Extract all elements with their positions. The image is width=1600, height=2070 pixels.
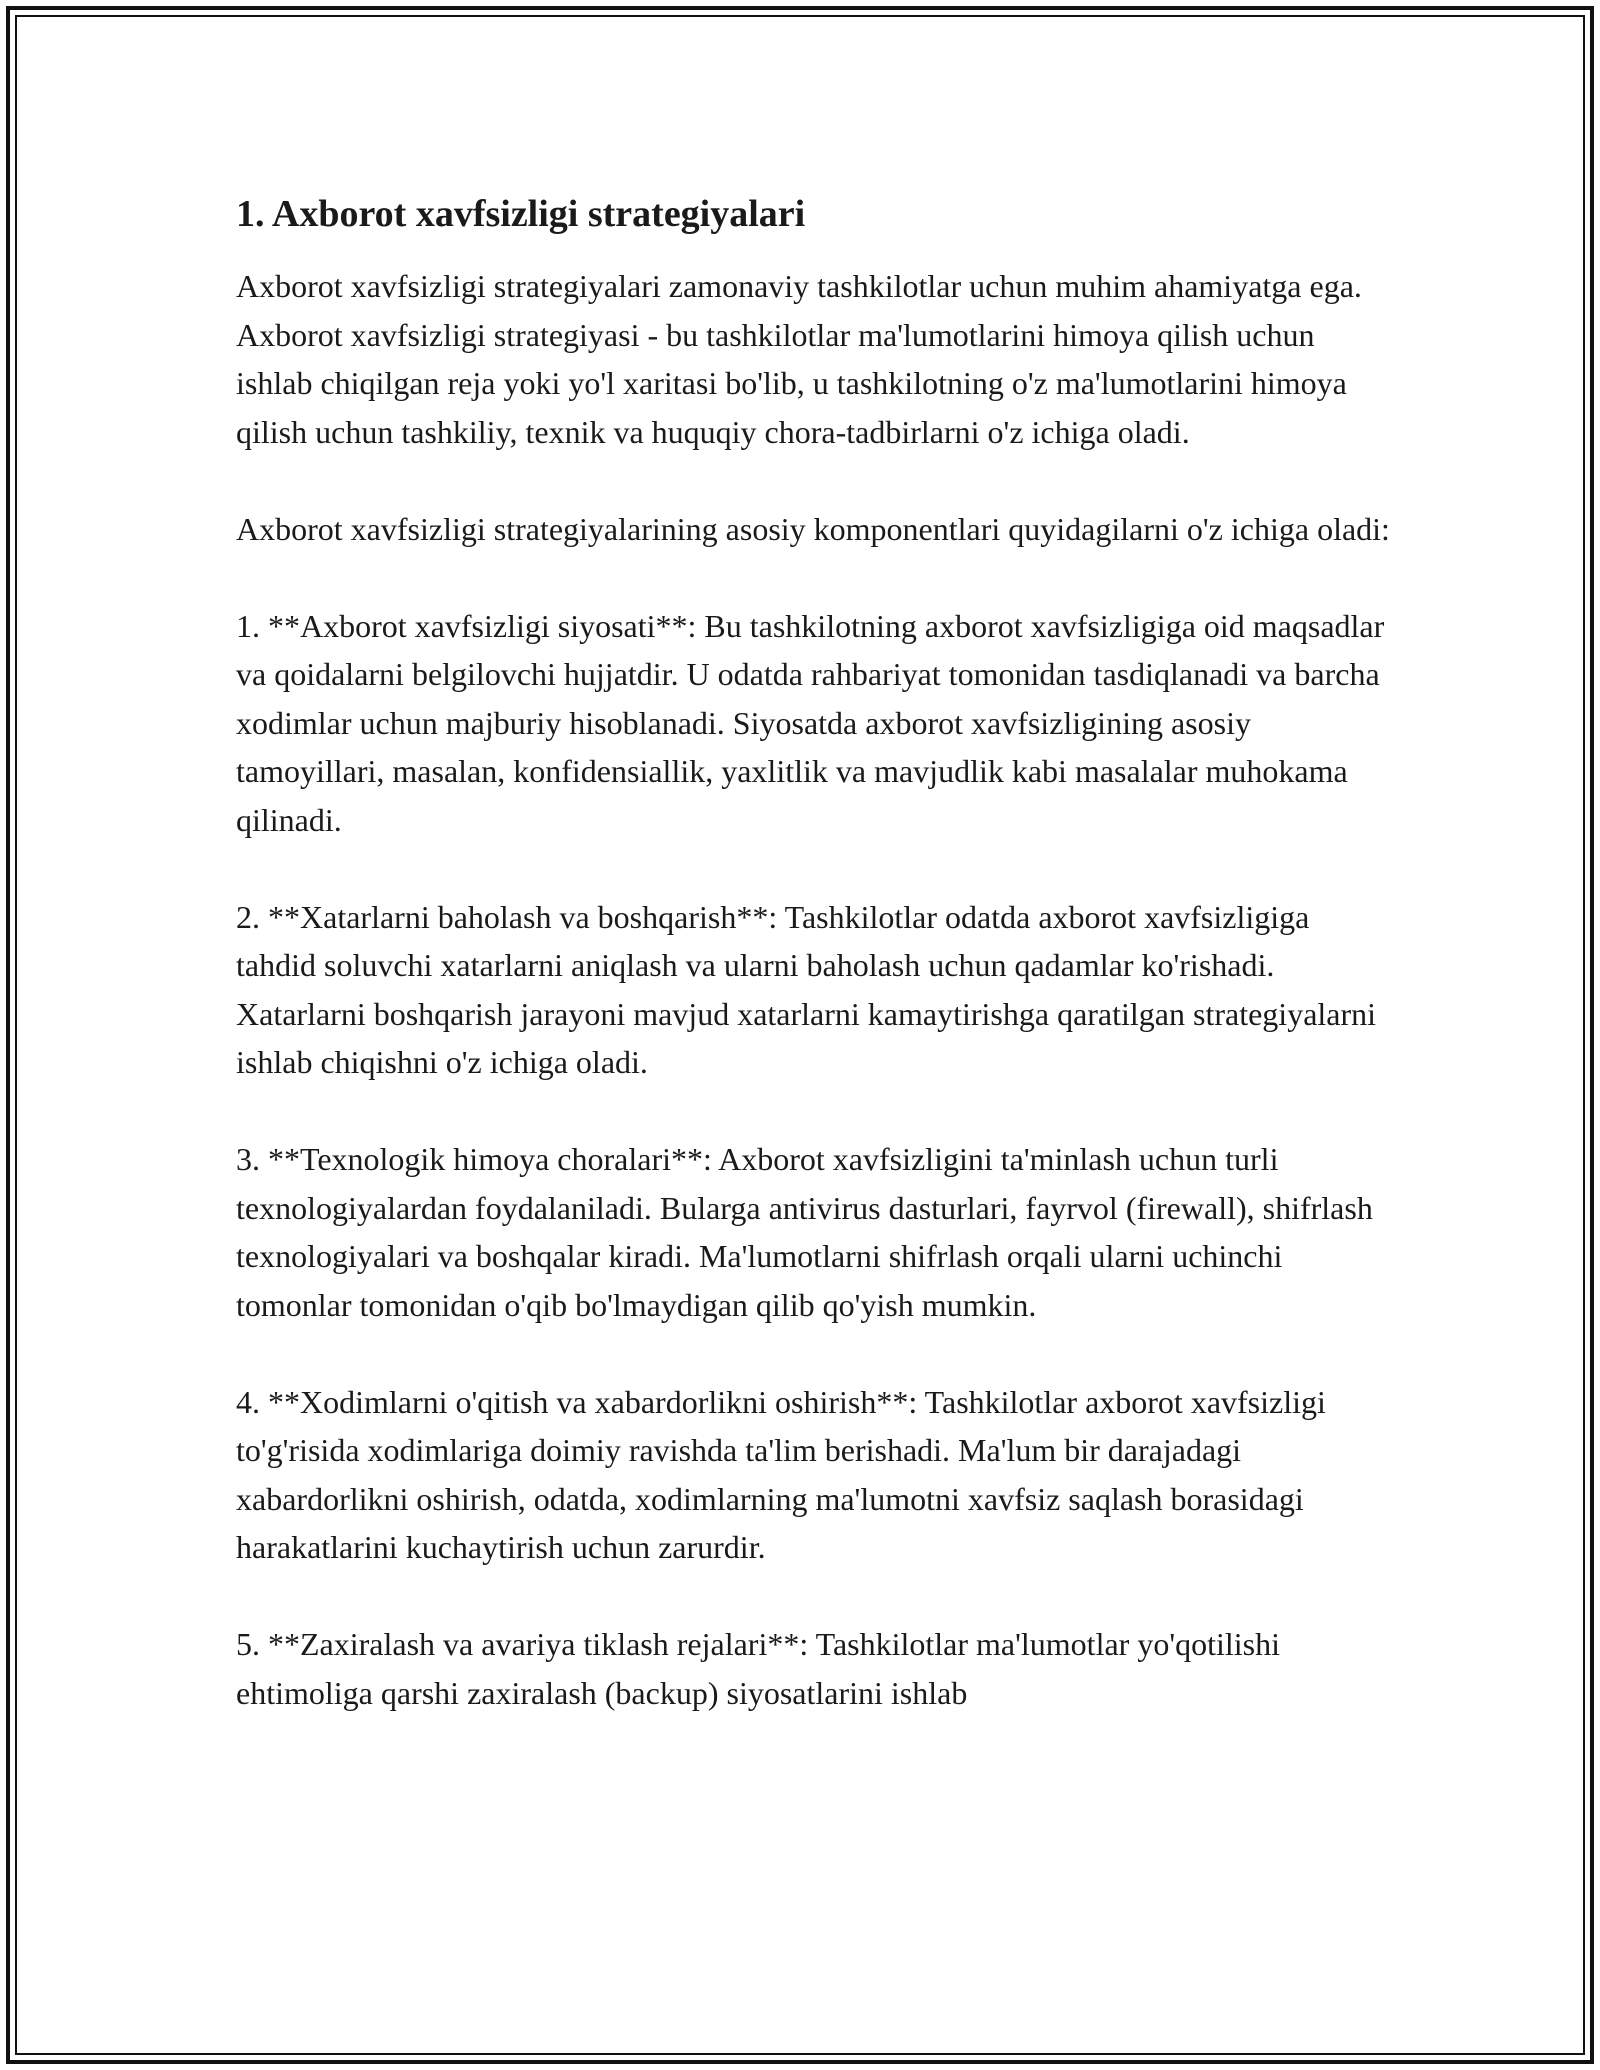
components-intro-paragraph: Axborot xavfsizligi strategiyalarining asosiy komponentlari quyidagilarni o'z ichiga oladi: — [236, 510, 1390, 547]
document-body — [236, 186, 1396, 1766]
list-item-backup-recovery: 5. **Zaxiralash va avariya tiklash rejalari**: Tashkilotlar ma'lumotlar yo'qotilishi ehtimoliga qarshi zaxiralash (backup) siyosatlarini ishlab — [236, 1626, 1280, 1711]
list-item-policy: 1. **Axborot xavfsizligi siyosati**: Bu tashkilotning axborot xavfsizligiga oid maqsadlar va qoidalarni belgilovchi hujjatdir. U odatda rahbariyat tomonidan tasdiqlanadi va barcha xodimlar uchun majburiy hisoblanadi. Siyosatda axborot xavfsizligining asosiy tamoyillari, masalan, konfidensiallik, yaxlitlik va mavjudlik kabi masalalar muhokama qilinadi. — [236, 607, 1385, 838]
list-item-technological-protection: 3. **Texnologik himoya choralari**: Axborot xavfsizligini ta'minlash uchun turli texnologiyalardan foydalaniladi. Bularga antivirus dasturlari, fayrvol (firewall), shifrlash texnologiyalari va boshqalar kiradi. Ma'lumotlarni shifrlash orqali ularni uchinchi tomonlar tomonidan o'qib bo'lmaydigan qilib qo'yish mumkin. — [236, 1141, 1373, 1323]
list-item-risk-management: 2. **Xatarlarni baholash va boshqarish**: Tashkilotlar odatda axborot xavfsizligiga tahdid soluvchi xatarlarni aniqlash va ularni baholash uchun qadamlar ko'rishadi. Xatarlarni boshqarish jarayoni mavjud xatarlarni kamaytirishga qaratilgan strategiyalarni ishlab chiqishni o'z ichiga oladi. — [236, 898, 1377, 1080]
list-item-staff-training: 4. **Xodimlarni o'qitish va xabardorlikni oshirish**: Tashkilotlar axborot xavfsizligi to'g'risida xodimlariga doimiy ravishda ta'lim berishadi. Ma'lum bir darajadagi xabardorlikni oshirish, odatda, xodimlarning ma'lumotni xavfsiz saqlash borasidagi harakatlarini kuchaytirish uchun zarurdir. — [236, 1383, 1326, 1565]
intro-paragraph: Axborot xavfsizligi strategiyalari zamonaviy tashkilotlar uchun muhim ahamiyatga ega. Axborot xavfsizligi strategiyasi - bu tashkilotlar ma'lumotlarini himoya qilish uchun ishlab chiqilgan reja yoki yo'l xaritasi bo'lib, u tashkilotning o'z ma'lumotlarini himoya qilish uchun tashkiliy, texnik va huquqiy chora-tadbirlarni o'z ichiga oladi. — [236, 268, 1362, 450]
section-heading: 1. Axborot xavfsizligi strategiyalari — [236, 193, 806, 235]
